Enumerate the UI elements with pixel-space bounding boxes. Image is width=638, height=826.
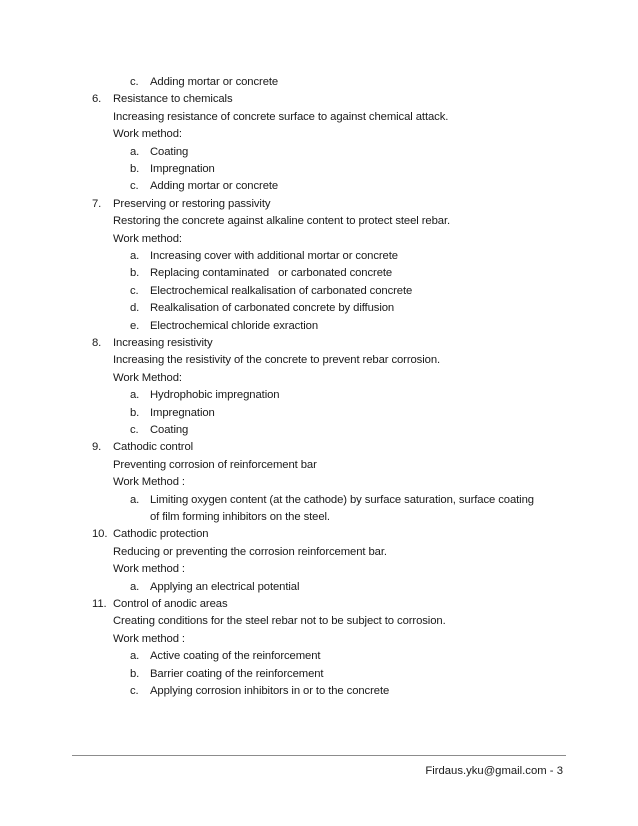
footer-email: Firdaus.yku@gmail.com	[425, 765, 547, 777]
list-text: Resistance to chemicals	[113, 93, 233, 106]
page-number: 3	[556, 765, 563, 777]
list-text: Work method:	[113, 232, 182, 245]
list-marker: a.	[130, 650, 140, 663]
list-marker: a.	[130, 145, 140, 158]
list-marker: c.	[130, 180, 139, 193]
list-text: Work Method :	[113, 476, 185, 489]
list-text: Hydrophobic impregnation	[150, 389, 280, 402]
list-marker: b.	[130, 163, 140, 175]
footer-separator: -	[546, 765, 557, 777]
list-text: Work method :	[113, 563, 185, 576]
list-text: Reducing or preventing the corrosion reinforcement bar.	[113, 545, 387, 558]
list-marker: e.	[130, 319, 140, 332]
list-text: Work method:	[113, 128, 182, 141]
list-text: Impregnation	[150, 406, 215, 419]
list-text: Electrochemical realkalisation of carbonated concrete	[150, 284, 413, 297]
list-marker: b.	[130, 406, 140, 419]
list-text: Preventing corrosion of reinforcement bar	[113, 458, 317, 471]
list-marker: c.	[130, 424, 139, 436]
list-text: Increasing resistance of concrete surface to against chemical attack.	[113, 110, 449, 123]
list-marker: c.	[130, 284, 139, 297]
list-text: Cathodic protection	[113, 528, 209, 541]
list-marker: 8.	[92, 337, 102, 349]
list-marker: d.	[130, 302, 140, 315]
list-marker: a.	[130, 389, 140, 402]
footer-rule	[72, 755, 566, 756]
list-text: Restoring the concrete against alkaline content to protect steel rebar.	[113, 215, 451, 228]
list-text: Creating conditions for the steel rebar not to be subject to corrosion.	[113, 615, 446, 628]
list-marker: b.	[130, 267, 140, 280]
list-marker: 11.	[92, 598, 107, 610]
list-text: Coating	[150, 424, 189, 436]
list-marker: a.	[130, 250, 140, 262]
list-text: Increasing resistivity	[113, 337, 213, 349]
list-marker: a.	[130, 580, 140, 593]
list-marker: a.	[130, 493, 140, 506]
page-footer	[425, 763, 563, 780]
list-text: Work Method:	[113, 371, 182, 384]
list-text: Cathodic control	[113, 441, 194, 454]
list-marker: 9.	[92, 441, 102, 454]
list-text: Coating	[150, 145, 189, 158]
list-marker: 10.	[92, 528, 108, 541]
list-text: Replacing contaminated or carbonated concrete	[150, 267, 393, 280]
list-text: Increasing the resistivity of the concrete to prevent rebar corrosion.	[113, 354, 441, 367]
list-text: Limiting oxygen content (at the cathode) by surface saturation, surface coating	[150, 493, 534, 506]
list-marker: c.	[130, 685, 139, 697]
list-text: Increasing cover with additional mortar or concrete	[150, 250, 398, 262]
list-text: Adding mortar or concrete	[150, 180, 279, 193]
list-text: Electrochemical chloride exraction	[150, 319, 319, 332]
list-text: Impregnation	[150, 163, 215, 175]
list-marker: 6.	[92, 93, 102, 106]
list-marker: b.	[130, 667, 140, 680]
list-text: Barrier coating of the reinforcement	[150, 667, 324, 680]
list-text: Control of anodic areas	[113, 598, 228, 610]
list-text: Applying an electrical potential	[150, 580, 300, 593]
list-marker: 7.	[92, 197, 102, 210]
list-text: Work method :	[113, 632, 185, 645]
list-marker: c.	[130, 76, 139, 88]
list-text: Adding mortar or concrete	[150, 76, 279, 88]
list-text: Active coating of the reinforcement	[150, 650, 321, 663]
list-text: Preserving or restoring passivity	[113, 197, 271, 210]
list-text: Applying corrosion inhibitors in or to the concrete	[150, 685, 390, 697]
list-text: of film forming inhibitors on the steel.	[150, 511, 330, 523]
list-text: Realkalisation of carbonated concrete by diffusion	[150, 302, 395, 315]
